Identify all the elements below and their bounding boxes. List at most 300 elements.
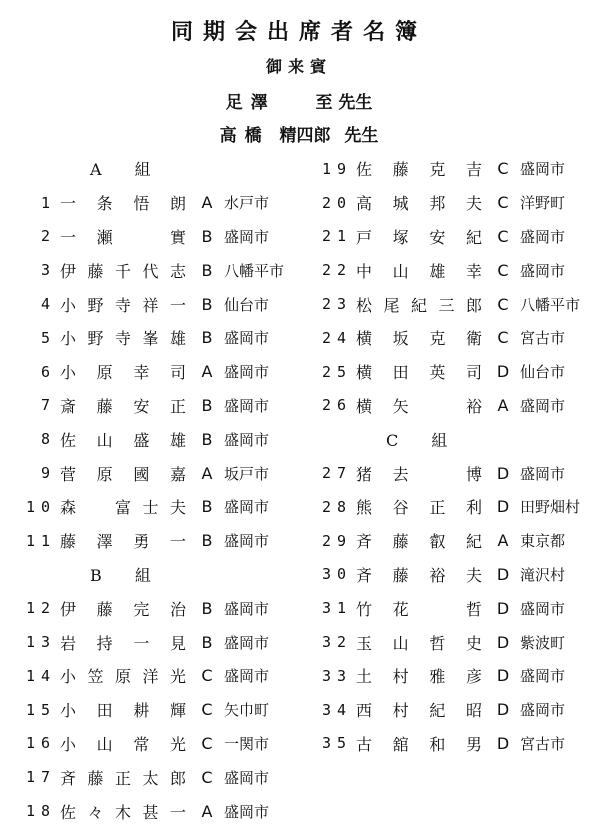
name-char: 条 bbox=[96, 194, 113, 214]
name-char: 博 bbox=[465, 464, 482, 484]
name-char: 常 bbox=[133, 734, 150, 754]
attendee-group: C bbox=[201, 700, 213, 720]
attendee-name bbox=[60, 259, 196, 282]
name-char: 山 bbox=[392, 633, 409, 653]
attendee-group: D bbox=[496, 463, 510, 483]
attendee-city: 盛岡市 bbox=[224, 498, 270, 517]
name-char: 代 bbox=[142, 261, 159, 281]
attendee-city: 水戸市 bbox=[224, 194, 270, 213]
group-heading bbox=[4, 152, 284, 186]
attendee-name bbox=[356, 631, 492, 654]
name-char: 斎 bbox=[60, 396, 77, 416]
attendee-number: 2 bbox=[40, 227, 56, 246]
name-char: 伊 bbox=[60, 261, 77, 281]
attendee-city: 洋野町 bbox=[520, 194, 566, 213]
name-char: 中 bbox=[356, 261, 373, 281]
attendee-group: A bbox=[201, 801, 213, 821]
attendee-city: 盛岡市 bbox=[520, 261, 566, 280]
name-char: 志 bbox=[169, 261, 186, 281]
name-char: 戸 bbox=[356, 227, 373, 247]
name-char: 花 bbox=[392, 599, 409, 619]
name-char: 雄 bbox=[429, 261, 446, 281]
name-char: 竹 bbox=[356, 599, 373, 619]
attendee-number: 22 bbox=[321, 261, 352, 280]
name-char: 盛 bbox=[133, 430, 150, 450]
name-char: 一 bbox=[133, 633, 150, 653]
name-char: 山 bbox=[96, 430, 113, 450]
attendee-number: 32 bbox=[321, 633, 352, 652]
attendee-row bbox=[300, 220, 580, 254]
attendee-name bbox=[356, 563, 492, 586]
name-char: 澤 bbox=[96, 532, 113, 552]
attendee-row bbox=[4, 490, 284, 524]
attendee-group: C bbox=[497, 159, 509, 179]
name-char bbox=[429, 394, 445, 417]
attendee-group: D bbox=[496, 497, 510, 517]
name-char: 夫 bbox=[169, 498, 186, 518]
attendee-name bbox=[60, 664, 196, 687]
attendee-number: 31 bbox=[321, 599, 352, 618]
name-char: 富 bbox=[114, 498, 131, 518]
name-char: 寺 bbox=[114, 295, 131, 315]
attendee-number: 35 bbox=[321, 734, 352, 753]
attendee-name bbox=[356, 326, 492, 349]
guest-row bbox=[0, 121, 598, 146]
attendee-group: D bbox=[496, 700, 510, 720]
name-char: 輝 bbox=[169, 701, 186, 721]
attendee-group: D bbox=[496, 362, 510, 382]
name-char: 玉 bbox=[356, 633, 373, 653]
name-char: 紀 bbox=[465, 227, 482, 247]
attendee-city: 東京都 bbox=[520, 532, 566, 551]
name-char: 夫 bbox=[465, 565, 482, 585]
name-char: 司 bbox=[169, 363, 186, 383]
attendee-name bbox=[60, 428, 196, 451]
name-char: 藤 bbox=[392, 565, 409, 585]
name-char: 太 bbox=[142, 768, 159, 788]
attendee-name bbox=[356, 394, 492, 417]
attendee-number: 9 bbox=[40, 464, 56, 483]
name-char: 紀 bbox=[410, 295, 427, 315]
attendee-city: 八幡平市 bbox=[224, 261, 285, 280]
name-char: 尾 bbox=[383, 295, 400, 315]
attendee-group: C bbox=[201, 733, 213, 753]
name-char: 小 bbox=[60, 329, 77, 349]
name-char: 吉 bbox=[465, 160, 482, 180]
name-char: 祥 bbox=[142, 295, 159, 315]
attendee-name bbox=[356, 698, 492, 721]
name-char: 熊 bbox=[356, 498, 373, 518]
attendee-row bbox=[4, 355, 284, 389]
attendee-row bbox=[300, 490, 580, 524]
page-title: 同期会出席者名簿 bbox=[170, 20, 427, 45]
attendee-name bbox=[60, 360, 196, 383]
attendee-city: 盛岡市 bbox=[224, 768, 270, 787]
guest-row bbox=[0, 88, 598, 113]
attendee-group: B bbox=[201, 429, 213, 449]
attendee-number: 16 bbox=[25, 734, 56, 753]
attendee-number: 30 bbox=[321, 565, 352, 584]
attendee-row bbox=[4, 220, 284, 254]
attendee-row bbox=[4, 625, 284, 659]
attendee-city: 盛岡市 bbox=[520, 227, 566, 246]
attendee-name bbox=[60, 225, 196, 248]
name-char: 斉 bbox=[356, 565, 373, 585]
attendee-row bbox=[4, 287, 284, 321]
attendee-name bbox=[356, 462, 492, 485]
name-char: 哲 bbox=[429, 633, 446, 653]
name-char: 小 bbox=[60, 701, 77, 721]
name-char: 紀 bbox=[429, 701, 446, 721]
name-char: 正 bbox=[169, 396, 186, 416]
attendee-list-right bbox=[300, 152, 580, 760]
attendee-group: D bbox=[496, 733, 510, 753]
attendee-name bbox=[60, 631, 196, 654]
attendee-city: 宮古市 bbox=[520, 329, 566, 348]
attendee-city: 盛岡市 bbox=[520, 599, 566, 618]
attendee-row bbox=[4, 727, 284, 761]
name-char: 横 bbox=[356, 329, 373, 349]
attendee-group: A bbox=[497, 531, 509, 551]
attendee-city: 盛岡市 bbox=[520, 701, 566, 720]
attendee-row bbox=[300, 693, 580, 727]
attendee-row bbox=[300, 456, 580, 490]
name-char: 利 bbox=[465, 498, 482, 518]
name-char: 光 bbox=[169, 667, 186, 687]
attendee-row bbox=[300, 591, 580, 625]
attendee-group: A bbox=[201, 463, 213, 483]
name-char: 横 bbox=[356, 363, 373, 383]
name-char: 國 bbox=[133, 464, 150, 484]
name-char: 笠 bbox=[87, 667, 104, 687]
attendee-city: 盛岡市 bbox=[224, 396, 270, 415]
attendee-name bbox=[356, 529, 492, 552]
attendee-name bbox=[356, 732, 492, 755]
name-char: 土 bbox=[356, 667, 373, 687]
name-char: 士 bbox=[142, 498, 159, 518]
name-char: 雄 bbox=[169, 430, 186, 450]
attendee-group: B bbox=[201, 294, 213, 314]
attendee-name bbox=[60, 597, 196, 620]
name-char: 猪 bbox=[356, 464, 373, 484]
attendee-number: 13 bbox=[25, 633, 56, 652]
attendee-row bbox=[4, 422, 284, 456]
name-char: 英 bbox=[429, 363, 446, 383]
name-char: 耕 bbox=[133, 701, 150, 721]
attendee-group: D bbox=[496, 598, 510, 618]
name-char: 原 bbox=[114, 667, 131, 687]
group-heading bbox=[4, 558, 284, 592]
attendee-city: 盛岡市 bbox=[520, 667, 566, 686]
name-char: 村 bbox=[392, 667, 409, 687]
attendee-city: 盛岡市 bbox=[520, 464, 566, 483]
attendee-number: 4 bbox=[40, 295, 56, 314]
name-char: 矢 bbox=[392, 396, 409, 416]
name-char: 小 bbox=[60, 734, 77, 754]
attendee-row bbox=[4, 524, 284, 558]
attendee-group: D bbox=[496, 666, 510, 686]
attendee-row bbox=[300, 727, 580, 761]
name-char: 斉 bbox=[356, 532, 373, 552]
attendee-number: 20 bbox=[321, 193, 352, 212]
name-char: 々 bbox=[87, 802, 104, 822]
attendee-group: B bbox=[201, 531, 213, 551]
name-char: 裕 bbox=[429, 565, 446, 585]
name-char: 衛 bbox=[465, 329, 482, 349]
attendee-number: 23 bbox=[321, 295, 352, 314]
name-char: 佐 bbox=[60, 430, 77, 450]
attendee-group: C bbox=[497, 226, 509, 246]
name-char: 邦 bbox=[429, 194, 446, 214]
name-char: 實 bbox=[169, 227, 186, 247]
name-char: 山 bbox=[96, 734, 113, 754]
name-char: 三 bbox=[438, 295, 455, 315]
attendee-number: 14 bbox=[25, 666, 56, 685]
attendee-name bbox=[60, 191, 196, 214]
attendee-group: B bbox=[201, 226, 213, 246]
attendee-city: 滝沢村 bbox=[520, 565, 566, 584]
attendee-city: 一関市 bbox=[224, 734, 270, 753]
attendee-row bbox=[4, 659, 284, 693]
name-char: 藤 bbox=[96, 396, 113, 416]
attendee-name bbox=[356, 225, 492, 248]
attendee-name bbox=[356, 664, 492, 687]
name-char: 藤 bbox=[392, 532, 409, 552]
attendee-number: 12 bbox=[25, 599, 56, 618]
name-char: 嘉 bbox=[169, 464, 186, 484]
attendee-group: B bbox=[201, 328, 213, 348]
name-char: 幸 bbox=[133, 363, 150, 383]
name-char: 塚 bbox=[392, 227, 409, 247]
attendee-number: 27 bbox=[321, 464, 352, 483]
name-char: 峯 bbox=[142, 329, 159, 349]
attendee-city: 盛岡市 bbox=[224, 532, 270, 551]
attendee-city: 仙台市 bbox=[520, 363, 566, 382]
attendee-city: 盛岡市 bbox=[224, 667, 270, 686]
attendee-city: 盛岡市 bbox=[224, 802, 270, 821]
attendee-city: 盛岡市 bbox=[520, 396, 566, 415]
attendee-row bbox=[4, 693, 284, 727]
attendee-number: 11 bbox=[25, 531, 56, 550]
attendee-name bbox=[60, 732, 196, 755]
attendee-group: B bbox=[201, 260, 213, 280]
attendee-row bbox=[4, 186, 284, 220]
attendee-number: 15 bbox=[25, 700, 56, 719]
name-char: 幸 bbox=[465, 261, 482, 281]
name-char: 彦 bbox=[465, 667, 482, 687]
attendee-city: 盛岡市 bbox=[224, 599, 270, 618]
attendee-city: 盛岡市 bbox=[224, 329, 270, 348]
name-char bbox=[429, 597, 445, 620]
attendee-city: 坂戸市 bbox=[224, 464, 270, 483]
name-char: 野 bbox=[87, 295, 104, 315]
attendee-group: B bbox=[201, 598, 213, 618]
attendee-city: 盛岡市 bbox=[520, 160, 566, 179]
attendee-name bbox=[60, 766, 196, 789]
attendee-row bbox=[300, 186, 580, 220]
name-char: 松 bbox=[356, 295, 373, 315]
guest-given: 至 bbox=[315, 93, 333, 113]
attendee-row bbox=[300, 152, 580, 186]
name-char: 藤 bbox=[60, 532, 77, 552]
attendee-name bbox=[60, 529, 196, 552]
name-char: 藤 bbox=[87, 261, 104, 281]
name-char: 男 bbox=[465, 734, 482, 754]
attendee-row bbox=[4, 389, 284, 423]
attendee-name bbox=[60, 698, 196, 721]
attendee-city: 田野畑村 bbox=[520, 498, 581, 517]
name-char: 見 bbox=[169, 633, 186, 653]
name-char bbox=[429, 462, 445, 485]
attendee-number: 18 bbox=[25, 802, 56, 821]
name-char: 正 bbox=[429, 498, 446, 518]
group-label: B 組 bbox=[90, 565, 165, 585]
name-char: 安 bbox=[133, 396, 150, 416]
attendee-number: 17 bbox=[25, 768, 56, 787]
name-char: 治 bbox=[169, 599, 186, 619]
name-char: 雄 bbox=[169, 329, 186, 349]
attendee-row bbox=[4, 321, 284, 355]
guests-heading: 御来賓 bbox=[265, 57, 332, 76]
attendee-group: A bbox=[201, 362, 213, 382]
attendee-number: 8 bbox=[40, 430, 56, 449]
attendee-group: A bbox=[497, 395, 509, 415]
guest-surname: 高橋 bbox=[219, 126, 270, 146]
name-char: 田 bbox=[392, 363, 409, 383]
name-char: 雅 bbox=[429, 667, 446, 687]
name-char: 藤 bbox=[87, 768, 104, 788]
group-label: C 組 bbox=[386, 430, 462, 450]
attendee-number: 5 bbox=[40, 328, 56, 347]
name-char: 山 bbox=[392, 261, 409, 281]
name-char: 瀬 bbox=[96, 227, 113, 247]
attendee-row bbox=[300, 659, 580, 693]
name-char: 勇 bbox=[133, 532, 150, 552]
attendee-group: D bbox=[496, 632, 510, 652]
name-char: 木 bbox=[114, 802, 131, 822]
attendee-name bbox=[356, 360, 492, 383]
guest-honorific: 先生 bbox=[344, 126, 379, 146]
name-char: 持 bbox=[96, 633, 113, 653]
name-char: 佐 bbox=[356, 160, 373, 180]
attendee-name bbox=[356, 495, 492, 518]
attendee-number: 28 bbox=[321, 497, 352, 516]
name-char: 一 bbox=[169, 295, 186, 315]
name-char: 一 bbox=[60, 194, 77, 214]
name-char: 斉 bbox=[60, 768, 77, 788]
group-heading bbox=[300, 422, 580, 456]
attendee-name bbox=[356, 597, 492, 620]
attendee-group: B bbox=[201, 395, 213, 415]
attendee-row bbox=[4, 794, 284, 828]
attendee-city: 八幡平市 bbox=[520, 295, 581, 314]
name-char: 一 bbox=[169, 532, 186, 552]
name-char: 甚 bbox=[142, 802, 159, 822]
attendee-list-left bbox=[4, 152, 284, 828]
name-char: 司 bbox=[465, 363, 482, 383]
name-char: 洋 bbox=[142, 667, 159, 687]
name-char: 寺 bbox=[114, 329, 131, 349]
name-char: 藤 bbox=[96, 599, 113, 619]
name-char: 一 bbox=[169, 802, 186, 822]
name-char: 横 bbox=[356, 396, 373, 416]
attendee-number: 3 bbox=[40, 261, 56, 280]
attendee-group: C bbox=[201, 767, 213, 787]
group-label: A 組 bbox=[90, 160, 165, 180]
attendee-group: D bbox=[496, 564, 510, 584]
attendee-number: 33 bbox=[321, 666, 352, 685]
attendee-row bbox=[300, 524, 580, 558]
attendee-number: 21 bbox=[321, 227, 352, 246]
name-char: 原 bbox=[96, 464, 113, 484]
attendee-number: 25 bbox=[321, 362, 352, 381]
attendee-city: 盛岡市 bbox=[224, 227, 270, 246]
name-char: 藤 bbox=[392, 160, 409, 180]
name-char: 裕 bbox=[465, 396, 482, 416]
name-char bbox=[87, 495, 103, 518]
attendee-name bbox=[356, 259, 492, 282]
attendee-row bbox=[4, 253, 284, 287]
attendee-row bbox=[4, 591, 284, 625]
attendee-name bbox=[60, 495, 196, 518]
attendee-name bbox=[356, 191, 492, 214]
name-char: 哲 bbox=[465, 599, 482, 619]
attendee-row bbox=[300, 253, 580, 287]
attendee-row bbox=[300, 558, 580, 592]
guest-surname: 足澤 bbox=[225, 93, 276, 113]
attendee-city: 仙台市 bbox=[224, 295, 270, 314]
attendee-group: B bbox=[201, 632, 213, 652]
attendee-name bbox=[60, 800, 196, 823]
name-char: 悟 bbox=[133, 194, 150, 214]
attendee-number: 24 bbox=[321, 328, 352, 347]
attendee-number: 1 bbox=[40, 193, 56, 212]
attendee-number: 19 bbox=[321, 159, 352, 178]
attendee-name bbox=[356, 293, 492, 316]
attendee-group: C bbox=[201, 666, 213, 686]
attendee-number: 26 bbox=[321, 396, 352, 415]
attendee-group: C bbox=[497, 260, 509, 280]
name-char: 高 bbox=[356, 194, 373, 214]
name-char: 克 bbox=[429, 160, 446, 180]
attendee-group: C bbox=[497, 328, 509, 348]
name-char: 光 bbox=[169, 734, 186, 754]
attendee-row bbox=[300, 625, 580, 659]
attendee-city: 矢巾町 bbox=[224, 701, 270, 720]
name-char: 完 bbox=[133, 599, 150, 619]
attendee-group: C bbox=[497, 193, 509, 213]
attendee-city: 盛岡市 bbox=[224, 633, 270, 652]
attendee-city: 宮古市 bbox=[520, 734, 566, 753]
attendee-number: 34 bbox=[321, 700, 352, 719]
name-char: 小 bbox=[60, 295, 77, 315]
guest-given: 精四郎 bbox=[279, 126, 331, 146]
name-char: 安 bbox=[429, 227, 446, 247]
name-char: 去 bbox=[392, 464, 409, 484]
name-char: 田 bbox=[96, 701, 113, 721]
attendee-group: A bbox=[201, 193, 213, 213]
attendee-row bbox=[300, 321, 580, 355]
attendee-group: B bbox=[201, 497, 213, 517]
name-char: 史 bbox=[465, 633, 482, 653]
attendee-group: C bbox=[497, 294, 509, 314]
attendee-row bbox=[300, 355, 580, 389]
name-char: 城 bbox=[392, 194, 409, 214]
name-char: 岩 bbox=[60, 633, 77, 653]
guest-honorific: 先生 bbox=[338, 93, 373, 113]
name-char: 叡 bbox=[429, 532, 446, 552]
name-char: 伊 bbox=[60, 599, 77, 619]
